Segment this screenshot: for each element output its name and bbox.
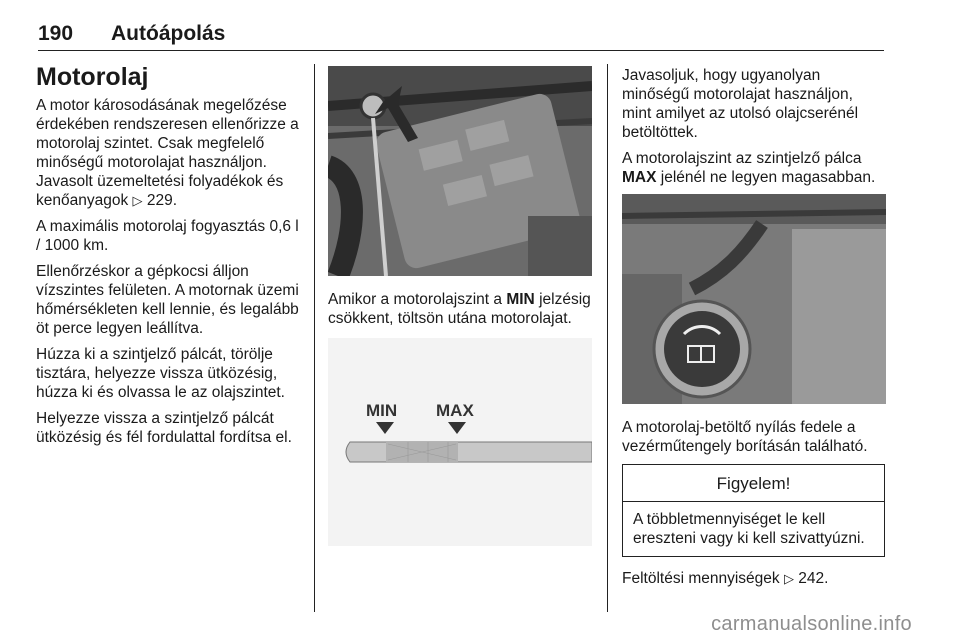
notice-box (622, 464, 885, 557)
paragraph: Húzza ki a szintjelző pálcát, törölje tisztára, helyezze vissza ütközésig, húzza ki és olvassa le az olajszintet. (36, 346, 285, 401)
notice-title: Figyelem! (623, 465, 884, 502)
column-2 (328, 66, 592, 546)
paragraph: Amikor a motorolajszint a MIN jelzésig csökkent, töltsön utána motorolajat. (328, 291, 591, 327)
min-mark-text: MIN (506, 291, 535, 308)
column-divider (607, 64, 608, 612)
max-label: MAX (436, 401, 474, 420)
reference-arrow-icon: ▷ (132, 193, 143, 208)
page-number: 190 (38, 22, 74, 45)
max-mark-text: MAX (622, 169, 657, 186)
engine-dipstick-photo (328, 66, 592, 276)
paragraph: Feltöltési mennyiségek ▷ 242. (622, 570, 829, 587)
page-header (38, 22, 884, 51)
section-title: Motorolaj (36, 63, 149, 91)
min-label: MIN (366, 401, 398, 420)
watermark: carmanualsonline.info (711, 613, 912, 635)
notice-body: A többletmennyiséget le kell ereszteni vagy ki kell szivattyúzni. (633, 511, 865, 547)
min-arrow-icon (376, 422, 394, 434)
column-3 (622, 66, 886, 595)
column-1 (36, 62, 301, 454)
paragraph: A maximális motorolaj fogyasztás 0,6 l / 1000 km. (36, 218, 299, 254)
reference-arrow-icon: ▷ (783, 571, 794, 586)
chapter-title: Autóápolás (111, 22, 226, 45)
max-arrow-icon (448, 422, 466, 434)
page-reference-link[interactable]: 242. (798, 570, 829, 587)
paragraph: A motorolajszint az szintjelző pálca MAX jelénél ne legyen magasabban. (622, 150, 876, 186)
oil-filler-cap-photo (622, 194, 886, 404)
column-divider (314, 64, 315, 612)
paragraph: Ellenőrzéskor a gépkocsi álljon vízszintes felületen. A motornak üzemi hőmérsékleten kell lennie, és legalább öt perce legyen leállítva. (36, 263, 299, 337)
dipstick-illustration (328, 338, 592, 546)
paragraph: A motor károsodásának megelőzése érdekében rendszeresen ellenőrizze a motorolaj szintet. Csak megfelelő minőségű motorolajat használjon. Javasolt üzemeltetési folyadékok és kenőanyagok ▷ 229. (36, 97, 299, 209)
paragraph: Javasoljuk, hogy ugyanolyan minőségű motorolajat használjon, mint amilyet az utolsó olajcserénél betöltöttek. (622, 67, 859, 141)
page-reference-link[interactable]: 229. (146, 192, 178, 209)
paragraph: A motorolaj-betöltő nyílás fedele a vezérműtengely borításán található. (622, 419, 868, 455)
paragraph: Helyezze vissza a szintjelző pálcát ütközésig és fél fordulattal fordítsa el. (36, 410, 292, 446)
